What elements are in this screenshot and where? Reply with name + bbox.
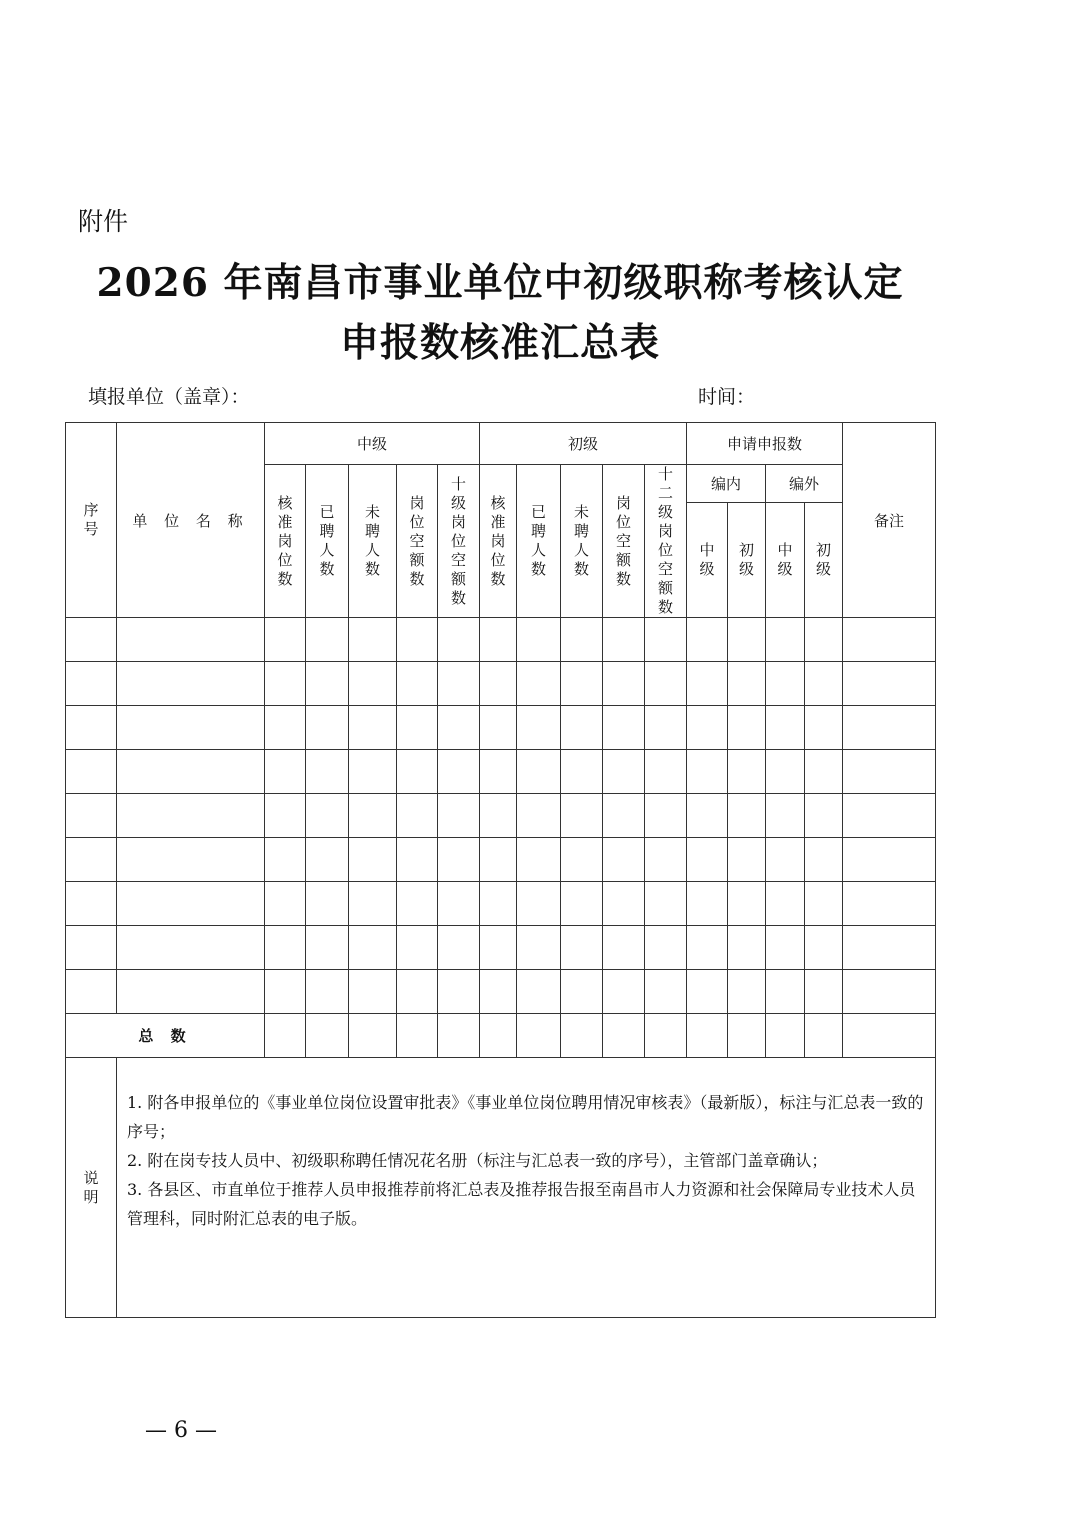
table-cell[interactable] [645, 794, 687, 838]
header-group-apply: 申请申报数 [687, 423, 843, 465]
table-cell[interactable] [687, 838, 728, 882]
table-cell[interactable] [517, 794, 561, 838]
table-cell[interactable] [766, 970, 805, 1014]
table-cell[interactable] [349, 662, 397, 706]
total-cell[interactable] [438, 1014, 480, 1058]
vertical-header-text: 岗 位 空 额 数 [409, 493, 425, 588]
total-cell[interactable] [766, 1014, 805, 1058]
vertical-header-text: 十 级 岗 位 空 额 数 [450, 474, 466, 607]
table-cell[interactable] [306, 970, 349, 1014]
fill-unit-label: 填报单位（盖章）： [88, 386, 250, 408]
table-cell[interactable] [480, 618, 517, 662]
table-cell[interactable] [766, 706, 805, 750]
table-cell[interactable] [66, 838, 117, 882]
table-cell[interactable] [687, 706, 728, 750]
table-cell[interactable] [480, 838, 517, 882]
table-cell[interactable] [349, 750, 397, 794]
vertical-header-text: 未 聘 人 数 [364, 503, 380, 578]
note-item: 1. 附各申报单位的《事业单位岗位设置审批表》《事业单位岗位聘用情况审核表》（最新版），标注与汇总表一致的序号； [127, 1093, 924, 1141]
table-cell[interactable] [117, 838, 265, 882]
table-cell[interactable] [728, 838, 766, 882]
table-row [66, 970, 936, 1014]
table-cell[interactable] [480, 706, 517, 750]
table-cell[interactable] [438, 750, 480, 794]
total-cell[interactable] [397, 1014, 438, 1058]
table-cell[interactable] [805, 618, 843, 662]
table-cell[interactable] [349, 882, 397, 926]
note-item: 3. 各县区、市直单位于推荐人员申报推荐前将汇总表及推荐报告报至南昌市人力资源和社会保障局专业技术人员管理科，同时附汇总表的电子版。 [127, 1180, 916, 1228]
table-cell[interactable] [603, 970, 645, 1014]
total-cell[interactable] [265, 1014, 306, 1058]
table-row [66, 926, 936, 970]
header-apply-level [805, 502, 843, 617]
table-row [66, 838, 936, 882]
table-cell[interactable] [517, 838, 561, 882]
header-junior-col [561, 465, 603, 618]
table-cell[interactable] [397, 794, 438, 838]
vertical-header-text: 中 级 [777, 540, 793, 578]
table-cell[interactable] [66, 794, 117, 838]
table-cell[interactable] [728, 794, 766, 838]
table-cell[interactable] [397, 706, 438, 750]
table-cell[interactable] [766, 794, 805, 838]
table-cell[interactable] [517, 926, 561, 970]
header-seq [66, 423, 117, 618]
total-cell[interactable] [805, 1014, 843, 1058]
table-cell[interactable] [603, 618, 645, 662]
table-cell[interactable] [805, 662, 843, 706]
header-apply-level [728, 502, 766, 617]
table-cell[interactable] [438, 794, 480, 838]
table-cell[interactable] [687, 970, 728, 1014]
table-cell[interactable] [265, 882, 306, 926]
table-cell[interactable] [517, 618, 561, 662]
table-cell[interactable] [843, 794, 936, 838]
time-label: 时间： [698, 386, 756, 408]
page-number: — 6 — [145, 1418, 217, 1443]
table-cell[interactable] [645, 662, 687, 706]
table-row [66, 706, 936, 750]
table-cell[interactable] [66, 706, 117, 750]
header-mid-col [265, 465, 306, 618]
table-cell[interactable] [265, 706, 306, 750]
table-cell[interactable] [306, 794, 349, 838]
table-cell[interactable] [306, 618, 349, 662]
vertical-header-text: 核 准 岗 位 数 [277, 493, 293, 588]
table-cell[interactable] [728, 750, 766, 794]
table-cell[interactable] [438, 662, 480, 706]
table-cell[interactable] [766, 662, 805, 706]
table-cell[interactable] [805, 838, 843, 882]
table-cell[interactable] [843, 706, 936, 750]
table-cell[interactable] [728, 706, 766, 750]
table-cell[interactable] [349, 970, 397, 1014]
table-cell[interactable] [438, 838, 480, 882]
table-cell[interactable] [645, 838, 687, 882]
table-cell[interactable] [517, 706, 561, 750]
table-cell[interactable] [843, 838, 936, 882]
total-cell[interactable] [687, 1014, 728, 1058]
table-cell[interactable] [265, 750, 306, 794]
table-cell[interactable] [397, 882, 438, 926]
table-cell[interactable] [603, 838, 645, 882]
table-cell[interactable] [306, 838, 349, 882]
table-cell[interactable] [265, 926, 306, 970]
table-cell[interactable] [603, 750, 645, 794]
table-cell[interactable] [805, 706, 843, 750]
table-cell[interactable] [687, 618, 728, 662]
note-item: 2. 附在岗专技人员中、初级职称聘任情况花名册（标注与汇总表一致的序号），主管部门盖章确认； [127, 1151, 828, 1170]
notes-label: 说 明 [83, 1168, 99, 1206]
table-cell[interactable] [66, 882, 117, 926]
table-cell[interactable] [517, 662, 561, 706]
table-cell[interactable] [603, 662, 645, 706]
table-cell[interactable] [687, 926, 728, 970]
table-cell[interactable] [438, 970, 480, 1014]
header-junior-col [517, 465, 561, 618]
table-cell[interactable] [117, 882, 265, 926]
total-cell[interactable] [645, 1014, 687, 1058]
total-cell[interactable] [306, 1014, 349, 1058]
table-cell[interactable] [349, 706, 397, 750]
table-cell[interactable] [766, 750, 805, 794]
table-cell[interactable] [728, 662, 766, 706]
header-apply-level [766, 502, 805, 617]
table-cell[interactable] [306, 926, 349, 970]
table-cell[interactable] [766, 838, 805, 882]
table-cell[interactable] [561, 794, 603, 838]
table-cell[interactable] [117, 662, 265, 706]
table-cell[interactable] [438, 618, 480, 662]
table-cell[interactable] [66, 662, 117, 706]
vertical-header-text: 已 聘 人 数 [319, 503, 335, 578]
table-cell[interactable] [561, 970, 603, 1014]
table-cell[interactable] [561, 618, 603, 662]
table-cell[interactable] [517, 970, 561, 1014]
header-junior-col [603, 465, 645, 618]
table-cell[interactable] [687, 794, 728, 838]
table-cell[interactable] [306, 750, 349, 794]
table-cell[interactable] [805, 750, 843, 794]
table-cell[interactable] [265, 662, 306, 706]
total-cell[interactable] [561, 1014, 603, 1058]
table-cell[interactable] [349, 926, 397, 970]
table-cell[interactable] [117, 618, 265, 662]
header-group-junior: 初级 [480, 423, 687, 465]
header-unit-name: 单 位 名 称 [117, 423, 265, 618]
table-cell[interactable] [438, 706, 480, 750]
table-cell[interactable] [397, 926, 438, 970]
header-junior-col [645, 465, 687, 618]
table-cell[interactable] [480, 882, 517, 926]
summary-table [65, 422, 936, 1318]
table-cell[interactable] [397, 750, 438, 794]
table-cell[interactable] [117, 926, 265, 970]
table-cell[interactable] [843, 662, 936, 706]
table-cell[interactable] [805, 970, 843, 1014]
table-row [66, 662, 936, 706]
notes-content [117, 1058, 936, 1318]
document-title-line2: 申报数核准汇总表 [339, 320, 660, 366]
header-apply-out: 编外 [766, 465, 843, 503]
table-cell[interactable] [766, 618, 805, 662]
table-cell[interactable] [603, 926, 645, 970]
table-cell[interactable] [645, 882, 687, 926]
header-apply-in: 编内 [687, 465, 766, 503]
table-cell[interactable] [265, 794, 306, 838]
table-cell[interactable] [561, 838, 603, 882]
table-cell[interactable] [265, 838, 306, 882]
table-cell[interactable] [843, 970, 936, 1014]
header-apply-level [687, 502, 728, 617]
table-cell[interactable] [603, 794, 645, 838]
table-cell[interactable] [843, 882, 936, 926]
document-title-line1: 2026 年南昌市事业单位中初级职称考核认定 [96, 260, 904, 306]
header-remark: 备注 [843, 423, 936, 618]
table-cell[interactable] [645, 750, 687, 794]
vertical-header-text: 初 级 [738, 540, 754, 578]
vertical-header-text: 初 级 [816, 540, 832, 578]
vertical-header-text: 岗 位 空 额 数 [615, 493, 631, 588]
table-cell[interactable] [645, 618, 687, 662]
total-cell[interactable] [728, 1014, 766, 1058]
table-cell[interactable] [117, 750, 265, 794]
vertical-header-text: 十 二 级 岗 位 空 额 数 [657, 465, 673, 616]
table-cell[interactable] [349, 618, 397, 662]
total-cell[interactable] [603, 1014, 645, 1058]
table-cell[interactable] [805, 794, 843, 838]
table-row [66, 882, 936, 926]
table-cell[interactable] [117, 794, 265, 838]
table-cell[interactable] [306, 882, 349, 926]
table-cell[interactable] [603, 706, 645, 750]
vertical-header-text: 已 聘 人 数 [530, 503, 546, 578]
table-cell[interactable] [66, 750, 117, 794]
total-cell[interactable] [843, 1014, 936, 1058]
table-cell[interactable] [687, 662, 728, 706]
header-group-mid: 中级 [265, 423, 480, 465]
table-cell[interactable] [349, 794, 397, 838]
table-cell[interactable] [645, 706, 687, 750]
total-cell[interactable] [349, 1014, 397, 1058]
table-cell[interactable] [66, 970, 117, 1014]
table-cell[interactable] [117, 970, 265, 1014]
table-row [66, 750, 936, 794]
table-cell[interactable] [603, 882, 645, 926]
table-cell[interactable] [438, 926, 480, 970]
table-cell[interactable] [397, 618, 438, 662]
table-cell[interactable] [561, 662, 603, 706]
table-cell[interactable] [561, 926, 603, 970]
table-cell[interactable] [687, 882, 728, 926]
table-cell[interactable] [397, 970, 438, 1014]
vertical-header-text: 核 准 岗 位 数 [490, 493, 506, 588]
table-row [66, 618, 936, 662]
table-cell[interactable] [805, 926, 843, 970]
table-cell[interactable] [561, 706, 603, 750]
table-cell[interactable] [66, 926, 117, 970]
table-row [66, 794, 936, 838]
table-cell[interactable] [728, 970, 766, 1014]
header-mid-col [397, 465, 438, 618]
table-cell[interactable] [766, 882, 805, 926]
total-label: 总 数 [66, 1014, 265, 1058]
total-cell[interactable] [517, 1014, 561, 1058]
table-cell[interactable] [480, 794, 517, 838]
table-cell[interactable] [728, 926, 766, 970]
table-cell[interactable] [66, 618, 117, 662]
table-cell[interactable] [843, 618, 936, 662]
table-cell[interactable] [728, 618, 766, 662]
table-cell[interactable] [117, 706, 265, 750]
table-cell[interactable] [766, 926, 805, 970]
table-cell[interactable] [805, 882, 843, 926]
vertical-header-text: 未 聘 人 数 [573, 503, 589, 578]
table-cell[interactable] [306, 706, 349, 750]
header-junior-col [480, 465, 517, 618]
attachment-label: 附件 [78, 207, 129, 236]
table-cell[interactable] [397, 662, 438, 706]
table-cell[interactable] [306, 662, 349, 706]
table-cell[interactable] [645, 970, 687, 1014]
table-cell[interactable] [645, 926, 687, 970]
table-cell[interactable] [265, 970, 306, 1014]
header-mid-col [306, 465, 349, 618]
table-cell[interactable] [843, 926, 936, 970]
total-cell[interactable] [480, 1014, 517, 1058]
table-cell[interactable] [843, 750, 936, 794]
header-seq-text: 序 号 [83, 501, 99, 538]
table-cell[interactable] [349, 838, 397, 882]
table-cell[interactable] [265, 618, 306, 662]
table-cell[interactable] [728, 882, 766, 926]
notes-label-cell [66, 1058, 117, 1318]
table-cell[interactable] [561, 750, 603, 794]
table-cell[interactable] [561, 882, 603, 926]
table-cell[interactable] [480, 750, 517, 794]
table-cell[interactable] [517, 882, 561, 926]
vertical-header-text: 中 级 [699, 540, 715, 578]
header-mid-col [349, 465, 397, 618]
table-cell[interactable] [438, 882, 480, 926]
table-cell[interactable] [480, 662, 517, 706]
header-mid-col [438, 465, 480, 618]
table-cell[interactable] [397, 838, 438, 882]
table-cell[interactable] [687, 750, 728, 794]
table-cell[interactable] [480, 926, 517, 970]
table-cell[interactable] [517, 750, 561, 794]
table-cell[interactable] [480, 970, 517, 1014]
